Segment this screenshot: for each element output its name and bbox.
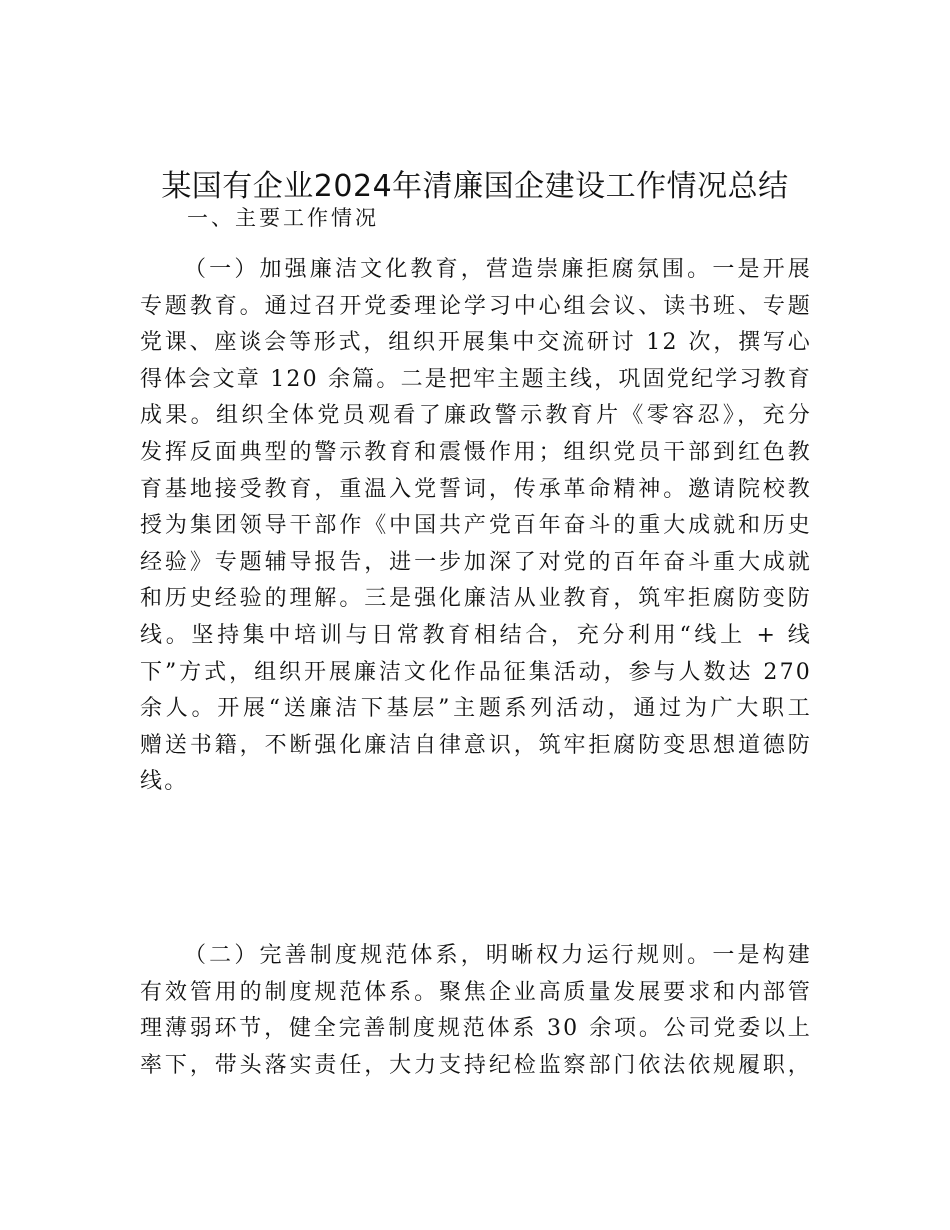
paragraph-line: 有效管用的制度规范体系。聚焦企业高质量发展要求和内部管 bbox=[140, 979, 812, 1005]
paragraph-line: 成果。组织全体党员观看了廉政警示教育片《零容忍》，充分 bbox=[140, 403, 812, 429]
paragraph-line: 余人。开展“送廉洁下基层”主题系列活动，通过为广大职工 bbox=[140, 696, 812, 722]
paragraph-line: 理薄弱环节，健全完善制度规范体系 30 余项。公司党委以上 bbox=[140, 1016, 812, 1042]
paragraph-line: 线。坚持集中培训与日常教育相结合，充分利用“线上 + 线 bbox=[140, 622, 812, 648]
paragraph-line: 育基地接受教育，重温入党誓词，传承革命精神。邀请院校教 bbox=[140, 476, 812, 502]
section-heading: 一、主要工作情况 bbox=[187, 206, 379, 230]
paragraph-line: 线。 bbox=[140, 769, 189, 795]
paragraph-line: 经验》专题辅导报告，进一步加深了对党的百年奋斗重大成就 bbox=[140, 549, 812, 575]
paragraph-line: 授为集团领导干部作《中国共产党百年奋斗的重大成就和历史 bbox=[140, 513, 812, 539]
paragraph-line: 得体会文章 120 余篇。二是把牢主题主线，巩固党纪学习教育 bbox=[140, 366, 812, 392]
paragraph-line: 下”方式，组织开展廉洁文化作品征集活动，参与人数达 270 bbox=[140, 659, 812, 685]
paragraph-line: 率下，带头落实责任，大力支持纪检监察部门依法依规履职， bbox=[140, 1052, 812, 1078]
document-title: 某国有企业2024年清廉国企建设工作情况总结 bbox=[161, 169, 789, 204]
paragraph-line: 党课、座谈会等形式，组织开展集中交流研讨 12 次，撰写心 bbox=[140, 330, 812, 356]
paragraph-institutions bbox=[140, 938, 812, 1084]
paragraph-line: 专题教育。通过召开党委理论学习中心组会议、读书班、专题 bbox=[140, 293, 812, 319]
paragraph-line: （一）加强廉洁文化教育，营造崇廉拒腐氛围。一是开展 bbox=[184, 257, 812, 282]
paragraph-line: 发挥反面典型的警示教育和震慑作用；组织党员干部到红色教 bbox=[140, 439, 812, 465]
paragraph-education bbox=[140, 252, 812, 801]
paragraph-line: 赠送书籍，不断强化廉洁自律意识，筑牢拒腐防变思想道德防 bbox=[140, 732, 812, 758]
paragraph-line: 和历史经验的理解。三是强化廉洁从业教育，筑牢拒腐防变防 bbox=[140, 586, 812, 612]
paragraph-line: （二）完善制度规范体系，明晰权力运行规则。一是构建 bbox=[184, 943, 812, 968]
